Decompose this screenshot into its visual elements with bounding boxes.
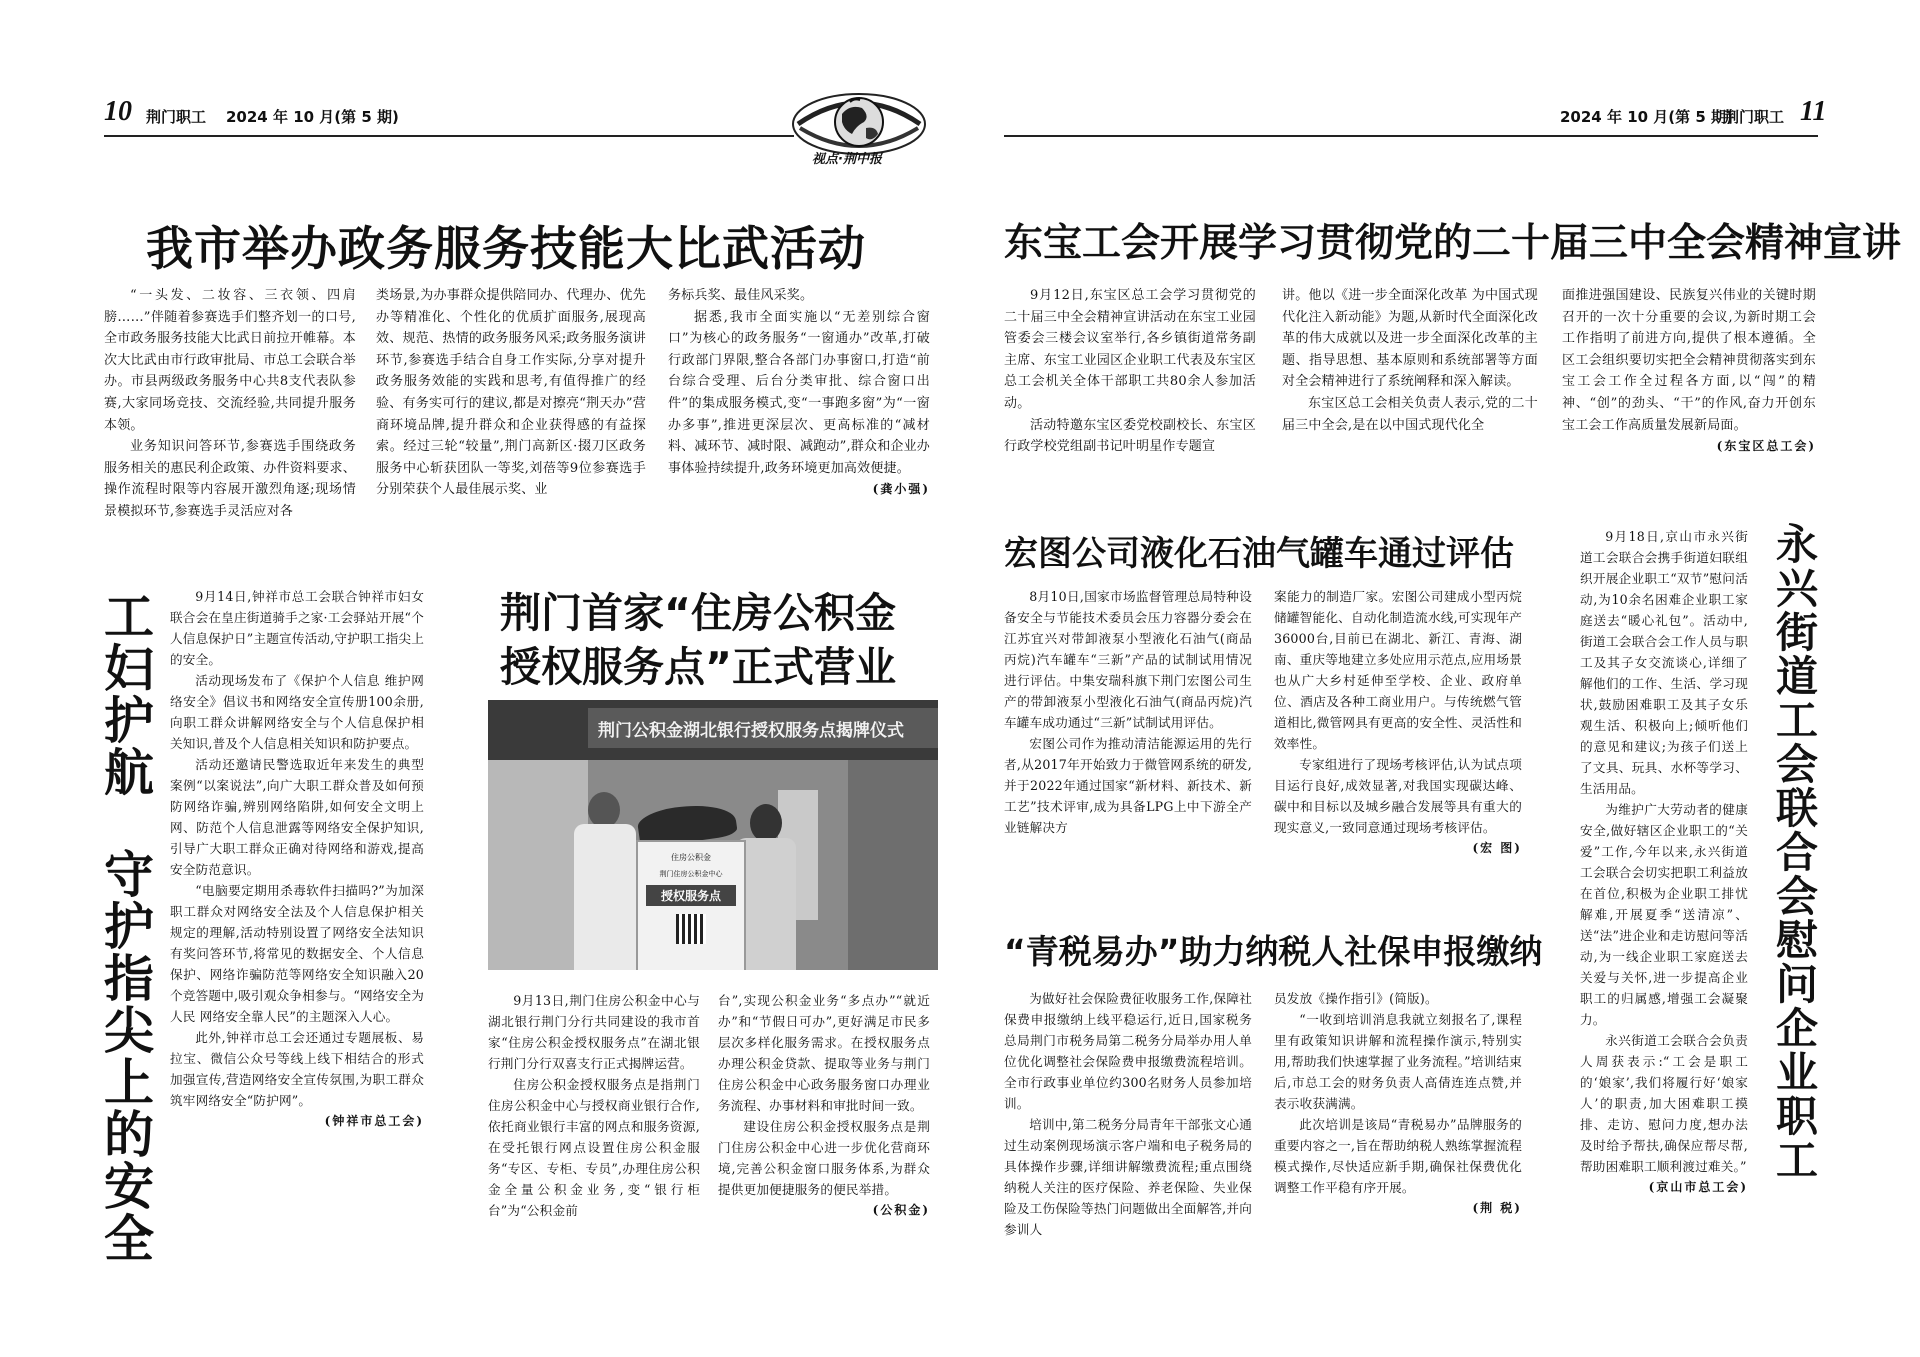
article-title-service-contest: 我市举办政务服务技能大比武活动 — [146, 222, 866, 277]
article-column — [1282, 285, 1538, 471]
left-issue-date: 2024 年 10 月(第 5 期) — [226, 108, 399, 126]
article-title-dongbao-union: 东宝工会开展学习贯彻党的二十届三中全会精神宣讲 — [1004, 221, 1902, 266]
paragraph: 宏图公司作为推动清洁能源运用的先行者,从2017年开始致力于微管网系统的研发,并于2022年通过国家“新材料、新技术、新工艺”技术评审,成为具备LPG上中下游全产业链解决方 — [1004, 736, 1252, 835]
masthead-logo-text: 视点·荆中报 — [812, 152, 882, 167]
plaque-line-3: 授权服务点 — [646, 885, 736, 906]
paragraph: 面推进强国建设、民族复兴伟业的关键时期召开的一次十分重要的会议,为新时期工会工作指明了前进方向,提供了根本遵循。全区工会组织要切实把全会精神贯彻落实到东宝工会工作全过程各方面,以“闯”的精神、“创”的劲头、“干”的作风,奋力开创东宝工会工作高质量发展新局面。 — [1562, 288, 1816, 433]
paragraph: 建设住房公积金授权服务点是荆门住房公积金中心进一步优化营商环境,完善公积金窗口服务体系,为群众提供更加便捷服务的便民举措。 — [718, 1119, 930, 1197]
paragraph: 活动还邀请民警选取近年来发生的典型案例“以案说法”,向广大职工群众普及如何预防网络诈骗,辨别网络陷阱,如何安全文明上网、防范个人信息泄露等网络安全保护知识,引导广大职工群众正确对待网络和游戏,提高安全防范意识。 — [170, 757, 424, 877]
paragraph: “一收到培训消息我就立刻报名了,课程里有政策知识讲解和流程操作演示,特别实用,帮助我们快速掌握了业务流程。”培训结束后,市总工会的财务负责人高倩连连点赞,并表示收获满满。 — [1274, 1012, 1522, 1111]
left-page-number: 10 — [104, 96, 132, 127]
paragraph: 活动特邀东宝区委党校副校长、东宝区行政学校党组副书记叶明星作专题宣 — [1004, 417, 1256, 455]
title-line: 授权服务点”正式营业 — [500, 643, 896, 691]
paragraph: “一头发、二妆容、三衣领、四肩膀……”伴随着参赛选手们整齐划一的口号,全市政务服务技能大比武日前拉开帷幕。本次大比武由市行政审批局、市总工会联合举办。市县两级政务服务中心共8支代表队参赛,大家同场竞技、交流经验,共同提升服务本领。 — [104, 288, 356, 433]
paragraph: 台”,实现公积金业务“多点办”“就近办”和“节假日可办”,更好满足市民多层次多样化服务需求。在授权服务点办理公积金贷款、提取等业务与荆门住房公积金中心政务服务窗口办理业务流程、办事材料和审批时间一致。 — [718, 993, 930, 1113]
article-title-part1: 工妇护航 — [96, 590, 154, 798]
title-line: 慰问企业职工 — [1770, 918, 1819, 1182]
byline: (京山市总工会) — [1648, 1180, 1748, 1194]
article-title-yongxing — [1770, 522, 1818, 1182]
article-title-hongtu: 宏图公司液化石油气罐车通过评估 — [1004, 534, 1514, 574]
paragraph: 为维护广大劳动者的健康安全,做好辖区企业职工的“关爱”工作,今年以来,永兴街道工会联合会切实把职工利益放在首位,积极为企业职工排忧解难,开展夏季“送清凉”、送“法”进企业和走访慰问等活动,为一线企业职工家庭送去关爱与关怀,进一步提高企业职工的归属感,增强工会凝聚力。 — [1580, 802, 1748, 1027]
article-title-housing-fund — [500, 586, 896, 694]
title-line: 永兴街道工会联合会 — [1770, 522, 1819, 918]
plaque-line-2: 荆门住房公积金中心 — [659, 870, 723, 878]
right-paper-name: 荆门职工 — [1724, 108, 1785, 126]
paragraph: 此次培训是该局“青税易办”品牌服务的重要内容之一,旨在帮助纳税人熟练掌握流程模式操作,尽快适应新手期,确保社保费优化调整工作平稳有序开展。 — [1274, 1117, 1522, 1195]
byline: (钟祥市总工会) — [324, 1114, 424, 1128]
article-column — [1562, 285, 1816, 485]
byline: (公积金) — [872, 1203, 930, 1217]
article-column — [718, 990, 930, 1290]
article-column — [104, 285, 356, 545]
photo-banner-text: 荆门公积金湖北银行授权服务点揭牌仪式 — [598, 721, 904, 741]
article-column — [376, 285, 646, 545]
article-title-tax-service: “青税易办”助力纳税人社保申报缴纳 — [1004, 932, 1543, 971]
byline: (荆 税) — [1472, 1201, 1522, 1215]
paragraph: 员发放《操作指引》(简版)。 — [1274, 991, 1438, 1006]
paragraph: 为做好社会保险费征收服务工作,保障社保费申报缴纳上线平稳运行,近日,国家税务总局荆门市税务局第二税务分局举办用人单位优化调整社会保险费申报缴费流程培训。全市行政事业单位约300名财务人员参加培训。 — [1004, 991, 1252, 1111]
paragraph: 9月13日,荆门住房公积金中心与湖北银行荆门分行共同建设的我市首家“住房公积金授权服务点”在湖北银行荆门分行双喜支行正式揭牌运营。 — [488, 993, 700, 1071]
ceremony-photo — [488, 700, 938, 970]
byline: (宏 图) — [1472, 841, 1522, 855]
article-column — [170, 586, 424, 1286]
article-title-part2: 守护指尖上的安全 — [96, 848, 154, 1264]
byline: (龚小强) — [872, 482, 930, 497]
paragraph: 活动现场发布了《保护个人信息 维护网络安全》倡议书和网络安全宣传册100余册,向职工群众讲解网络安全与个人信息保护相关知识,普及个人信息相关知识和防护要点。 — [170, 673, 424, 751]
paragraph: 9月12日,东宝区总工会学习贯彻党的二十届三中全会精神宣讲活动在东宝工业园管委会三楼会议室举行,各乡镇街道常务副主席、东宝工业园区企业职工代表及东宝区总工会机关全体干部职工共80余人参加活动。 — [1004, 288, 1256, 411]
paragraph: 此外,钟祥市总工会还通过专题展板、易拉宝、微信公众号等线上线下相结合的形式加强宣传,营造网络安全宣传氛围,为职工群众筑牢网络安全“防护网”。 — [170, 1030, 424, 1108]
right-issue-date: 2024 年 10 月(第 5 期) — [1560, 108, 1733, 126]
paragraph: 8月10日,国家市场监督管理总局特种设备安全与节能技术委员会压力容器分委会在江苏宜兴对带卸液泵小型液化石油气(商品丙烷)汽车罐车“三新”产品的试制试用情况进行评估。中集安瑞科旗下荆门宏图公司生产的带卸液泵小型液化石油气(商品丙烷)汽车罐车成功通过“三新”试制试用评估。 — [1004, 589, 1252, 730]
paragraph: 9月18日,京山市永兴街道工会联合会携手街道妇联组织开展企业职工“双节”慰问活动,为10余名困难企业职工家庭送去“暖心礼包”。活动中,街道工会联合会工作人员与职工及其子女交流谈心,详细了解他们的工作、生活、学习现状,鼓励困难职工及其子女乐观生活、积极向上;倾听他们的意见和建议;为孩子们送上了文具、玩具、水杯等学习、生活用品。 — [1580, 529, 1748, 796]
paragraph: 务标兵奖、最佳风采奖。 — [668, 288, 814, 303]
paragraph: 住房公积金授权服务点是指荆门住房公积金中心与授权商业银行合作,依托商业银行丰富的网点和服务资源,在受托银行网点设置住房公积金服务“专区、专柜、专员”,办理住房公积金全量公积金业务,变“银行柜台”为“公积金前 — [488, 1077, 700, 1218]
paragraph: 永兴街道工会联合会负责人周获表示:“工会是职工的‘娘家’,我们将履行好‘娘家人’的职责,加大困难职工摸排、走访、慰问力度,想办法及时给予帮扶,确保应帮尽帮,帮助困难职工顺利渡过难关。” — [1580, 1033, 1748, 1174]
title-line: 荆门首家“住房公积金 — [500, 589, 896, 637]
paragraph: 培训中,第二税务分局青年干部张文心通过生动案例现场演示客户端和电子税务局的具体操作步骤,详细讲解缴费流程;重点围绕纳税人关注的医疗保险、养老保险、失业保险及工伤保险等热门问题做出全面解答,并向参训人 — [1004, 1117, 1252, 1237]
right-header-rule — [1004, 135, 1818, 137]
service-point-plaque — [636, 840, 746, 970]
masthead-logo — [790, 88, 928, 166]
left-paper-name: 荆门职工 — [146, 108, 207, 126]
article-column — [1274, 988, 1522, 1288]
right-page-number: 11 — [1800, 96, 1827, 127]
paragraph: 案能力的制造厂家。宏图公司建成小型丙烷储罐智能化、自动化制造流水线,可实现年产36000台,目前已在湖北、新江、青海、湖南、重庆等地建立多处应用示范点,应用场景也从广大乡村延伸至学校、企业、政府单位、酒店及各种工商业用户。与传统燃气管道相比,微管网具有更高的安全性、灵活性和效率性。 — [1274, 589, 1522, 751]
paragraph: 东宝区总工会相关负责人表示,党的二十届三中全会,是在以中国式现代化全 — [1282, 395, 1538, 433]
article-column — [1580, 526, 1748, 1286]
left-header-rule — [104, 135, 794, 137]
article-column — [1004, 285, 1256, 471]
paragraph: 讲。他以《进一步全面深化改革 为中国式现代化注入新动能》为题,从新时代全面深化改革的伟大成就以及进一步全面深化改革的主题、指导思想、基本原则和系统部署等方面对全会精神进行了系统阐释和深入解读。 — [1282, 288, 1538, 390]
article-column — [1274, 586, 1522, 886]
byline: (东宝区总工会) — [1716, 439, 1816, 454]
plaque-line-1: 住房公积金 — [671, 853, 711, 862]
article-column — [1004, 988, 1252, 1288]
article-column — [488, 990, 700, 1290]
paragraph: “电脑要定期用杀毒软件扫描吗?”为加深职工群众对网络安全法及个人信息保护相关规定的理解,活动特别设置了网络安全法知识有奖问答环节,将常见的数据安全、个人信息保护、网络诈骗防范等网络安全知识融入20个竞答题中,吸引观众争相参与。“网络安全为人民 网络安全靠人民”的主题深入人心。 — [170, 883, 424, 1024]
paragraph: 业务知识问答环节,参赛选手围绕政务服务相关的惠民利企政策、办件资料要求、操作流程时限等内容展开激烈角逐;现场情景模拟环节,参赛选手灵活应对各 — [104, 439, 356, 519]
paragraph: 据悉,我市全面实施以“无差别综合窗口”为核心的政务服务“一窗通办”改革,打破行政部门界限,整合各部门办事窗口,打造“前台综合受理、后台分类审批、综合窗口出件”的集成服务模式,变“一事跑多窗”为“一窗办多事”,推进更深层次、更高标准的“减材料、减环节、减时限、减跑动”,群众和企业办事体验持续提升,政务环境更加高效便捷。 — [668, 309, 930, 476]
paragraph: 专家组进行了现场考核评估,认为试点项目运行良好,成效显著,对我国实现碳达峰、碳中和目标以及城乡融合发展等具有重大的现实意义,一致同意通过现场考核评估。 — [1274, 757, 1522, 835]
qr-code-icon — [676, 914, 706, 944]
paragraph: 类场景,为办事群众提供陪同办、代理办、优先办等精准化、个性化的优质扩面服务,展现高效、规范、热情的政务服务风采;政务服务演讲环节,参赛选手结合自身工作实际,分享对提升政务服务效能的实践和思考,有值得推广的经验、有务实可行的建议,都是对擦亮“荆天办”营商环境品牌,提升群众和企业获得感的有益探索。经过三轮“较量”,荆门高新区·掇刀区政务服务中心斩获团队一等奖,刘蓓等9位参赛选手分别荣获个人最佳展示奖、业 — [376, 288, 646, 498]
paragraph: 9月14日,钟祥市总工会联合钟祥市妇女联合会在皇庄街道骑手之家·工会驿站开展“个人信息保护日”主题宣传活动,守护职工指尖上的安全。 — [170, 589, 424, 667]
article-column — [668, 285, 930, 545]
article-column — [1004, 586, 1252, 886]
